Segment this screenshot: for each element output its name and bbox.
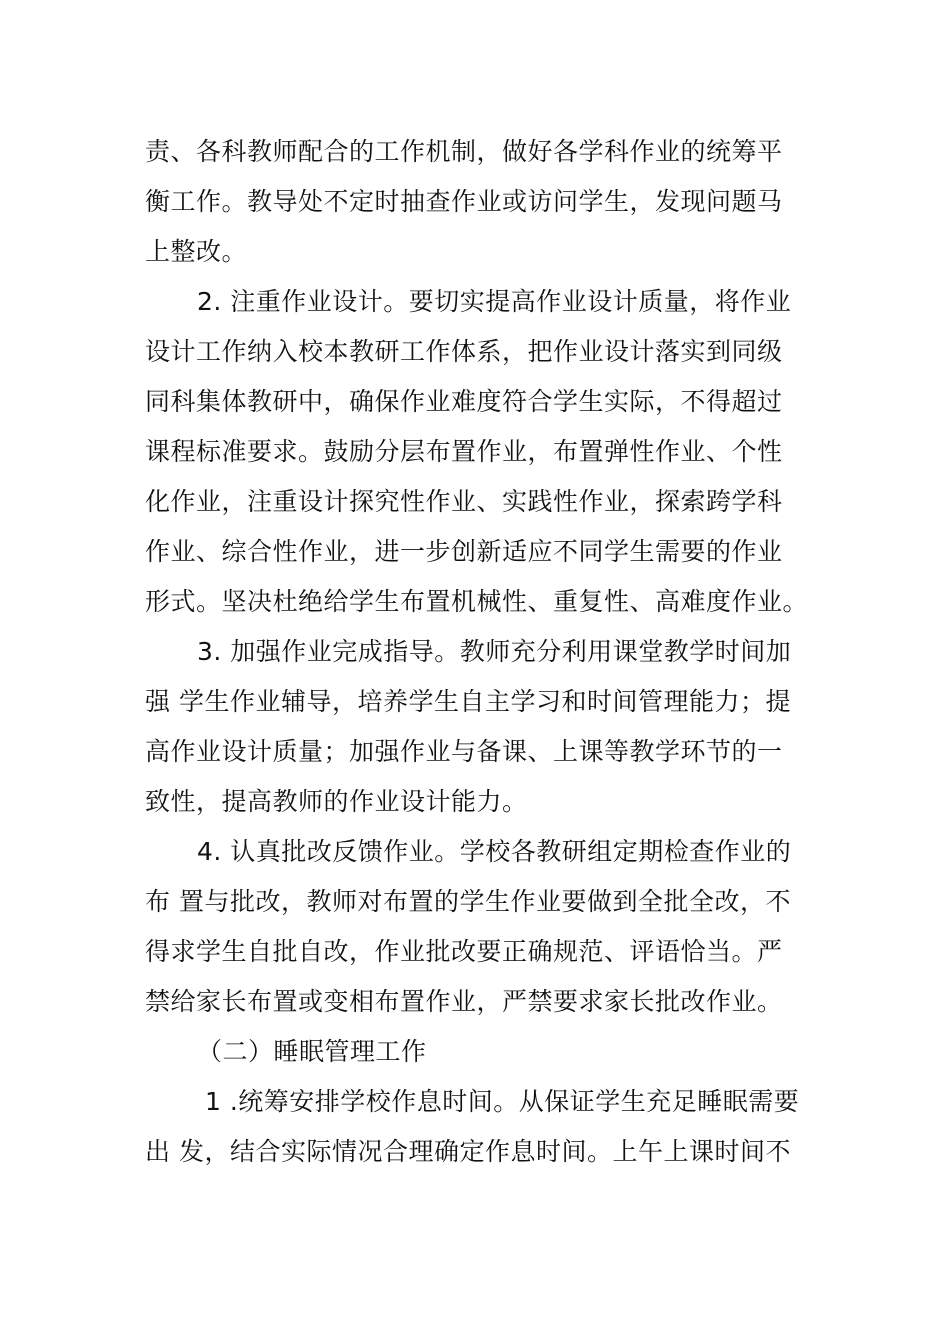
paragraph-start-line: 4. 认真批改反馈作业。学校各教研组定期检查作业的: [197, 837, 792, 866]
text-line: 布 置与批改，教师对布置的学生作业要做到全批全改，不: [145, 887, 791, 916]
text-line: 致性，提高教师的作业设计能力。: [145, 787, 528, 816]
paragraph-start-line: 2. 注重作业设计。要切实提高作业设计质量，将作业: [197, 287, 792, 316]
paragraph-start-line: 3. 加强作业完成指导。教师充分利用课堂教学时间加: [197, 637, 792, 666]
paragraph-start-line: 1 .统筹安排学校作息时间。从保证学生充足睡眠需要: [205, 1087, 800, 1116]
document-body: [145, 127, 825, 1177]
text-line: 得求学生自批自改，作业批改要正确规范、评语恰当。严: [145, 937, 783, 966]
text-line: 上整改。: [145, 237, 248, 266]
text-line: 衡工作。教导处不定时抽查作业或访问学生，发现问题马: [145, 187, 783, 216]
text-line: 化作业，注重设计探究性作业、实践性作业，探索跨学科: [145, 487, 783, 516]
text-line: 形式。坚决杜绝给学生布置机械性、重复性、高难度作业。: [145, 587, 809, 616]
text-line: 责、各科教师配合的工作机制，做好各学科作业的统筹平: [145, 137, 783, 166]
section-heading: （二）睡眠管理工作: [197, 1037, 427, 1066]
text-line: 出 发，结合实际情况合理确定作息时间。上午上课时间不: [145, 1137, 791, 1166]
text-line: 设计工作纳入校本教研工作体系，把作业设计落实到同级: [145, 337, 783, 366]
text-line: 课程标准要求。鼓励分层布置作业，布置弹性作业、个性: [145, 437, 783, 466]
text-line: 禁给家长布置或变相布置作业，严禁要求家长批改作业。: [145, 987, 783, 1016]
text-line: 同科集体教研中，确保作业难度符合学生实际，不得超过: [145, 387, 783, 416]
text-line: 强 学生作业辅导，培养学生自主学习和时间管理能力；提: [145, 687, 791, 716]
text-line: 作业、综合性作业，进一步创新适应不同学生需要的作业: [145, 537, 783, 566]
text-line: 高作业设计质量；加强作业与备课、上课等教学环节的一: [145, 737, 783, 766]
